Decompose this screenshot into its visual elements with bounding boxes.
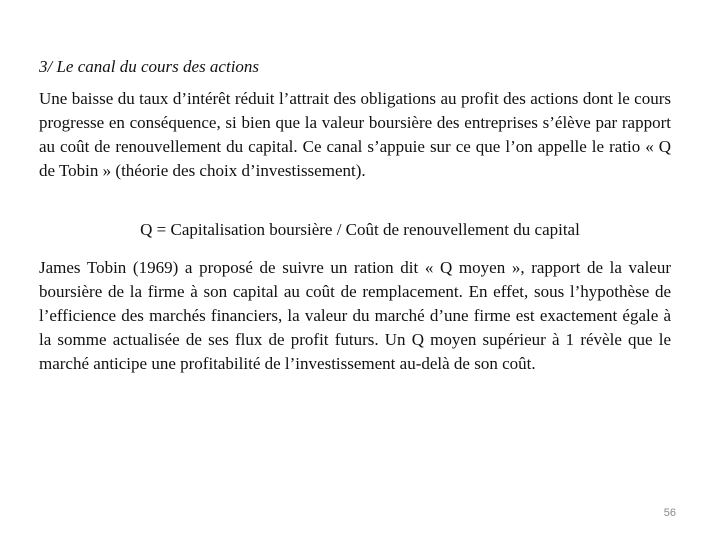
page-number: 56 — [663, 507, 676, 519]
tobin-q-formula: Q = Capitalisation boursière / Coût de renouvellement du capital — [140, 220, 580, 239]
paragraph-intro: Une baisse du taux d’intérêt réduit l’attrait des obligations au profit des actions dont le cours progresse en conséquence, si bien que la valeur boursière des entreprises s’élève par rapport au coût de renouvellement du capital. Ce canal s’appuie sur ce que l’on appelle le ratio « Q de Tobin » (théorie des choix d’investissement). — [39, 89, 671, 180]
section-heading: 3/ Le canal du cours des actions — [39, 57, 260, 76]
paragraph-tobin: James Tobin (1969) a proposé de suivre un ration dit « Q moyen », rapport de la valeur boursière de la firme à son capital au coût de remplacement. En effet, sous l’hypothèse de l’efficience des marchés financiers, la valeur du marché d’une firme est exactement égale à la somme actualisée de ses flux de profit futurs. Un Q moyen supérieur à 1 révèle que le marché anticipe une profitabilité de l’investissement au-delà de son coût. — [39, 258, 671, 373]
